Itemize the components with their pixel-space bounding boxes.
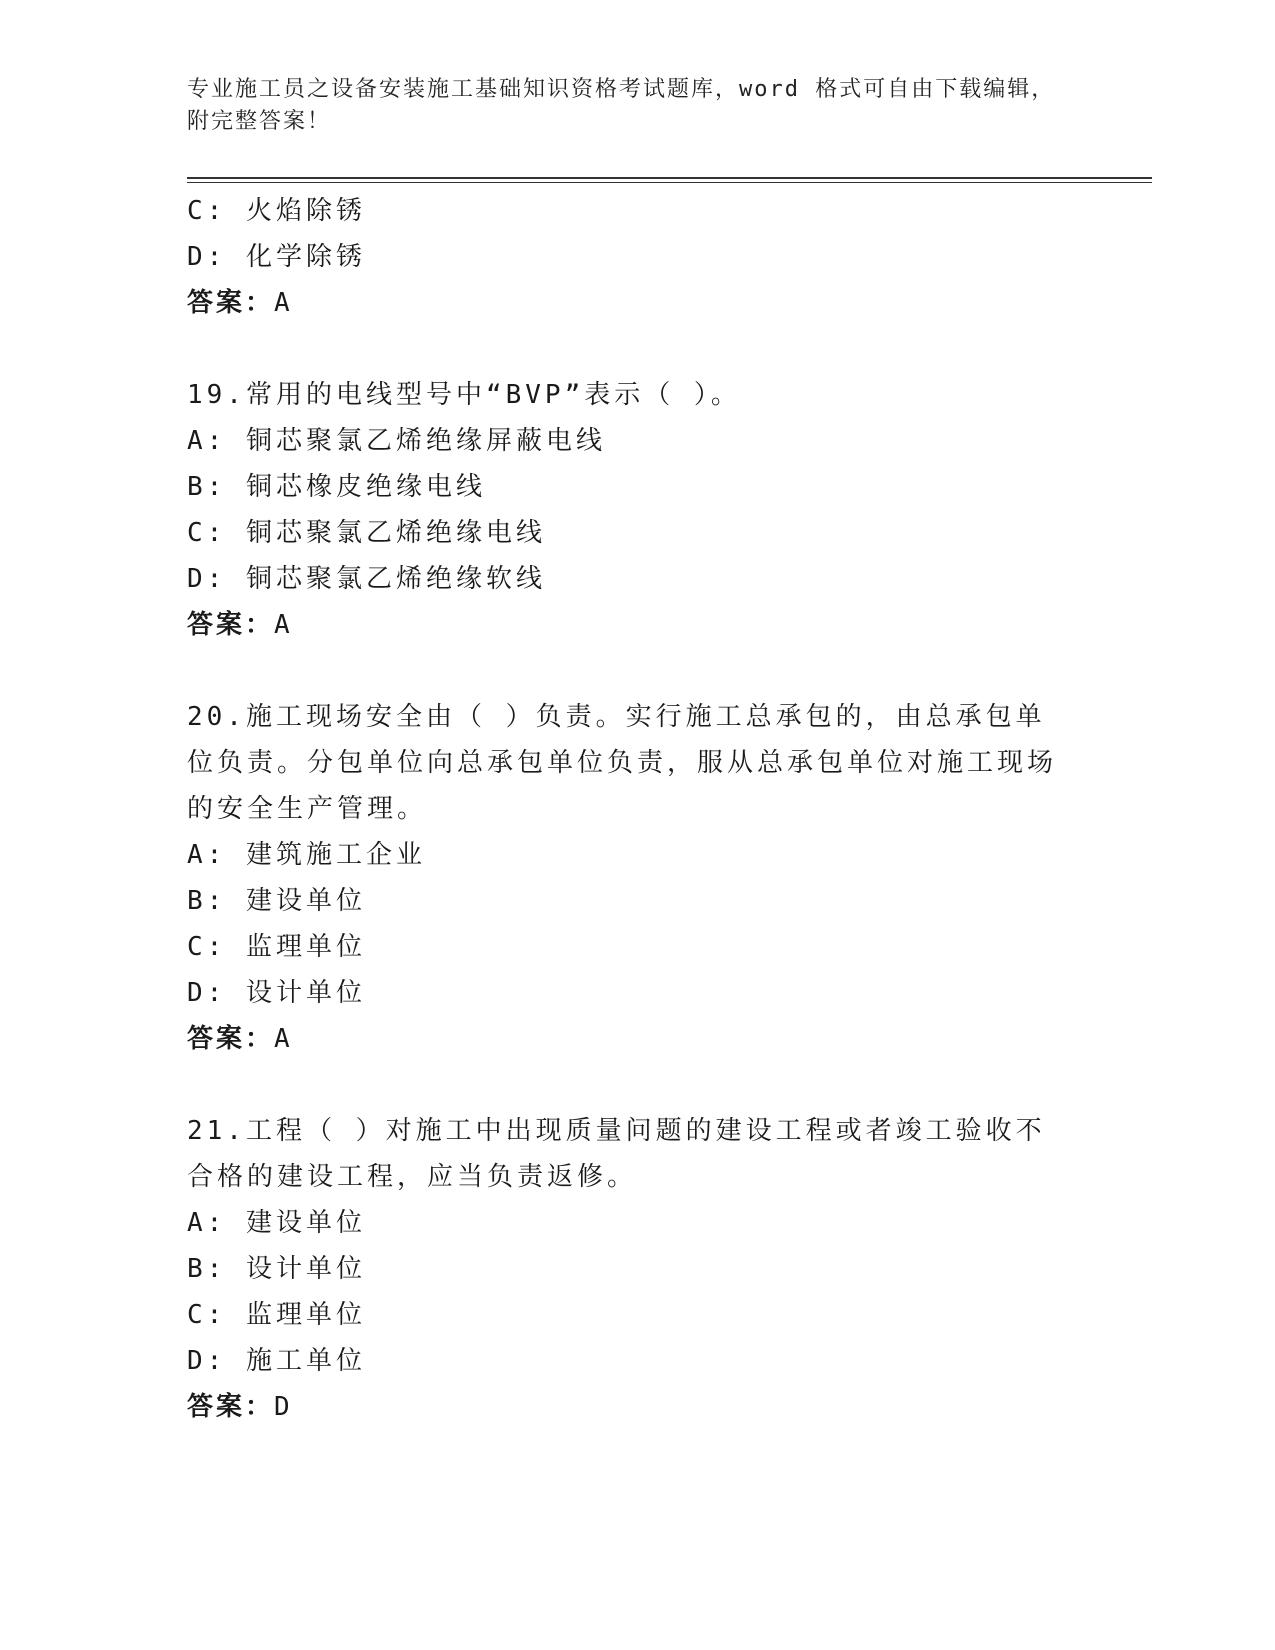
option-d: D: 铜芯聚氯乙烯绝缘软线: [187, 564, 546, 594]
header-rule-thin: [187, 182, 1152, 183]
answer-line: 答案：A: [187, 610, 293, 640]
question-stem: 20.施工现场安全由（ ）负责。实行施工总承包的，由总承包单位负责。分包单位向总承包单位负责，服从总承包单位对施工现场的安全生产管理。: [187, 702, 1058, 824]
question-20: [187, 694, 1087, 1062]
header-line-2: 附完整答案！: [187, 109, 332, 134]
question-19: [187, 372, 1087, 648]
option-d: D: 施工单位: [187, 1346, 366, 1376]
header-line-1: 专业施工员之设备安装施工基础知识资格考试题库，word 格式可自由下载编辑，: [187, 77, 1056, 102]
option-c: C: 铜芯聚氯乙烯绝缘电线: [187, 518, 546, 548]
question-list: [187, 188, 1087, 1430]
spacer: [187, 326, 1087, 372]
option-a: A: 铜芯聚氯乙烯绝缘屏蔽电线: [187, 426, 606, 456]
question-21: [187, 1108, 1087, 1430]
option-c: C: 监理单位: [187, 932, 366, 962]
option-a: A: 建筑施工企业: [187, 840, 426, 870]
option-b: B: 设计单位: [187, 1254, 366, 1284]
option-b: B: 铜芯橡皮绝缘电线: [187, 472, 486, 502]
header-rule-thick: [187, 177, 1152, 179]
question-carryover: [187, 188, 1087, 326]
spacer: [187, 1062, 1087, 1108]
option-c: C: 监理单位: [187, 1300, 366, 1330]
answer-line: 答案：A: [187, 288, 293, 318]
option-c: C: 火焰除锈: [187, 196, 366, 226]
answer-line: 答案：A: [187, 1024, 293, 1054]
question-stem: 19.常用的电线型号中“BVP”表示（ ）。: [187, 380, 741, 410]
answer-line: 答案：D: [187, 1392, 293, 1422]
document-header: [187, 74, 1087, 138]
option-a: A: 建设单位: [187, 1208, 366, 1238]
option-d: D: 设计单位: [187, 978, 366, 1008]
spacer: [187, 648, 1087, 694]
question-stem: 21.工程（ ）对施工中出现质量问题的建设工程或者竣工验收不合格的建设工程，应当负责返修。: [187, 1116, 1046, 1192]
option-d: D: 化学除锈: [187, 242, 366, 272]
option-b: B: 建设单位: [187, 886, 366, 916]
